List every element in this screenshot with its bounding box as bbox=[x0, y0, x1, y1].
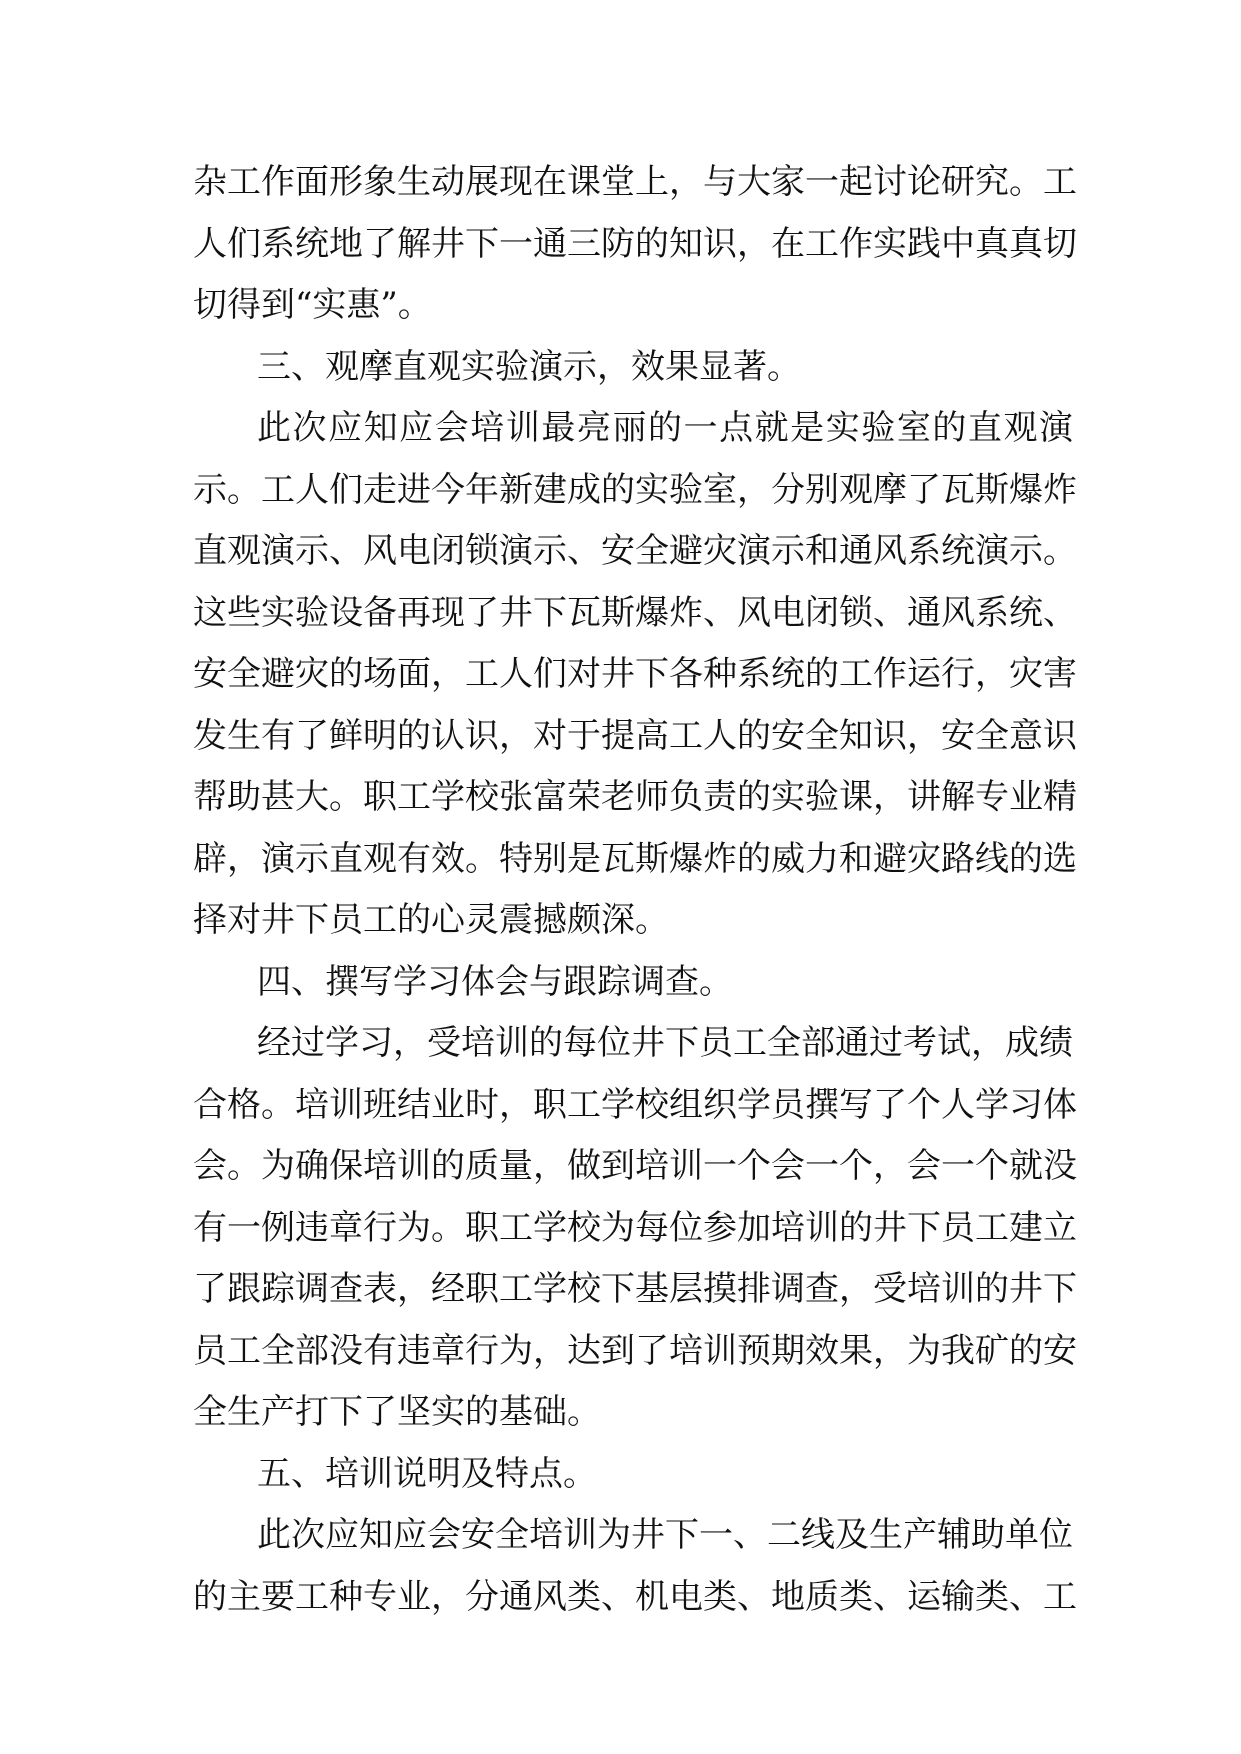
text-line: 切得到“实惠”。 bbox=[193, 285, 432, 325]
text-line: 员工全部没有违章行为，达到了培训预期效果，为我矿的安 bbox=[193, 1330, 1077, 1371]
text-line: 经过学习，受培训的每位井下员工全部通过考试，成绩 bbox=[257, 1023, 1073, 1063]
text-line: 的主要工种专业，分通风类、机电类、地质类、运输类、工 bbox=[193, 1576, 1077, 1617]
text-line: 会。为确保培训的质量，做到培训一个会一个，会一个就没 bbox=[193, 1146, 1077, 1186]
text-line: 这些实验设备再现了井下瓦斯爆炸、风电闭锁、通风系统、 bbox=[193, 592, 1077, 633]
text-line: 三、观摩直观实验演示，效果显著。 bbox=[257, 346, 801, 387]
body-text bbox=[193, 152, 1077, 1628]
text-line: 了跟踪调查表，经职工学校下基层摸排调查，受培训的井下 bbox=[193, 1269, 1077, 1309]
text-line: 择对井下员工的心灵震撼颇深。 bbox=[193, 900, 669, 940]
text-line: 辟，演示直观有效。特别是瓦斯爆炸的威力和避灾路线的选 bbox=[193, 838, 1077, 879]
text-line: 此次应知应会培训最亮丽的一点就是实验室的直观演 bbox=[257, 408, 1073, 448]
text-line: 四、撰写学习体会与跟踪调查。 bbox=[257, 961, 733, 1002]
text-line: 全生产打下了坚实的基础。 bbox=[193, 1392, 601, 1432]
text-line: 杂工作面形象生动展现在课堂上，与大家一起讨论研究。工 bbox=[193, 162, 1077, 202]
text-line: 此次应知应会安全培训为井下一、二线及生产辅助单位 bbox=[257, 1515, 1073, 1555]
text-line: 安全避灾的场面，工人们对井下各种系统的工作运行，灾害 bbox=[193, 654, 1077, 694]
text-line: 示。工人们走进今年新建成的实验室，分别观摩了瓦斯爆炸 bbox=[193, 469, 1077, 510]
text-line: 直观演示、风电闭锁演示、安全避灾演示和通风系统演示。 bbox=[193, 531, 1077, 571]
text-line: 有一例违章行为。职工学校为每位参加培训的井下员工建立 bbox=[193, 1207, 1077, 1248]
text-line: 合格。培训班结业时，职工学校组织学员撰写了个人学习体 bbox=[193, 1084, 1077, 1125]
text-line: 帮助甚大。职工学校张富荣老师负责的实验课，讲解专业精 bbox=[193, 777, 1077, 817]
text-line: 五、培训说明及特点。 bbox=[257, 1453, 597, 1494]
text-line: 人们系统地了解井下一通三防的知识，在工作实践中真真切 bbox=[193, 223, 1077, 264]
text-line: 发生有了鲜明的认识，对于提高工人的安全知识，安全意识 bbox=[193, 715, 1077, 756]
